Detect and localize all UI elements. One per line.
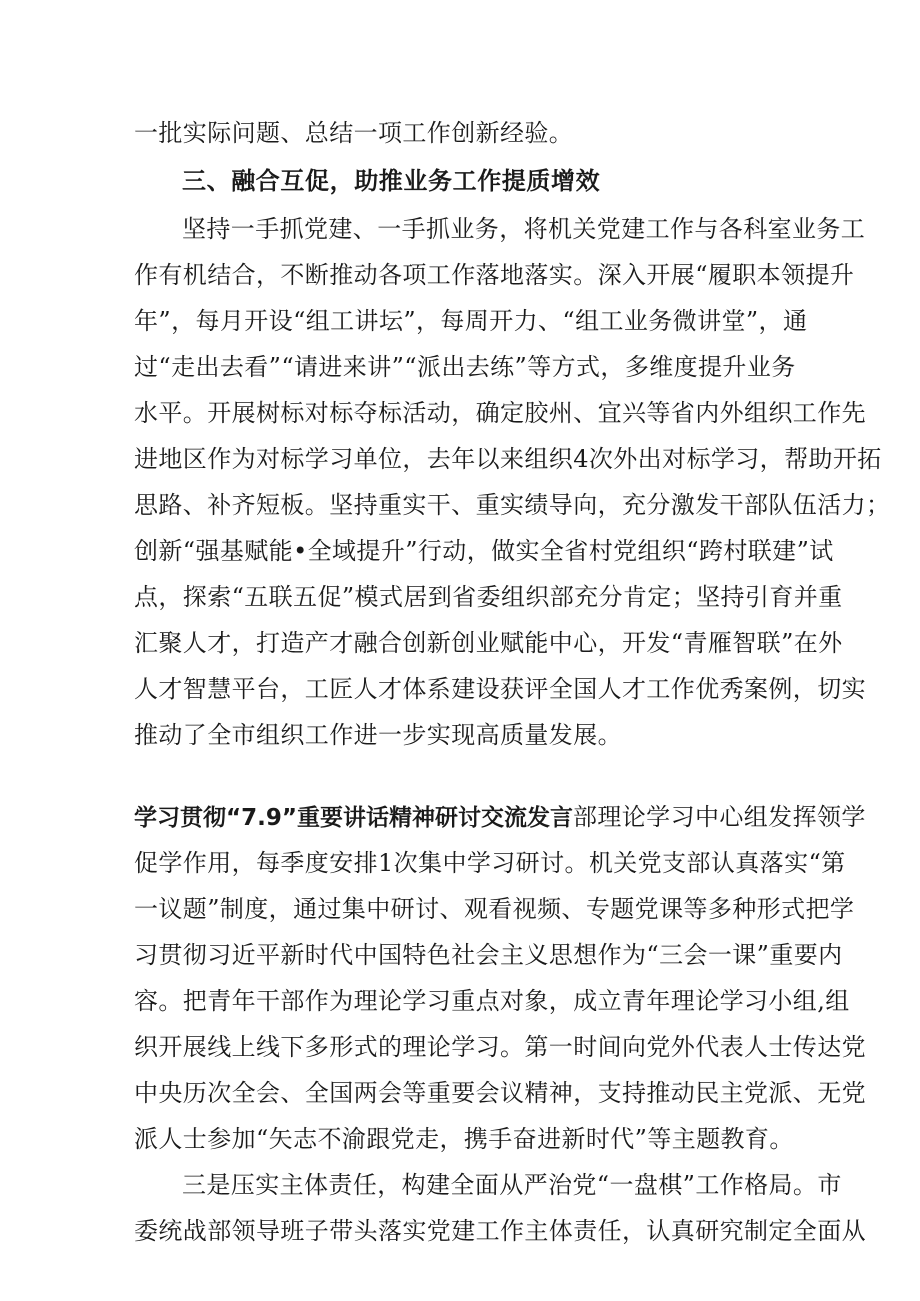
paragraph-line: 中央历次全会、全国两会等重要会议精神，支持推动民主党派、无党	[134, 1079, 866, 1107]
title-continuation-text: 部理论学习中心组发挥领学	[572, 803, 866, 831]
paragraph-line: 人才智慧平台，工匠人才体系建设获评全国人才工作优秀案例，切实	[134, 675, 866, 703]
paragraph-line: 年”，每月开设“组工讲坛”，每周开力、“组工业务微讲堂”，通	[134, 307, 808, 335]
paragraph-line: 派人士参加“矢志不渝跟党走，携手奋进新时代”等主题教育。	[134, 1125, 794, 1153]
paragraph-line: 一批实际问题、总结一项工作创新经验。	[134, 119, 574, 147]
paragraph-line: 创新“强基赋能•全域提升”行动，做实全省村党组织“跨村联建”试	[134, 537, 834, 565]
paragraph-line: 委统战部领导班子带头落实党建工作主体责任，认真研究制定全面从	[134, 1217, 866, 1245]
paragraph-line: 三是压实主体责任，构建全面从严治党“一盘棋”工作格局。市	[182, 1171, 842, 1199]
paragraph-line: 点，探索“五联五促”模式居到省委组织部充分肯定；坚持引育并重	[134, 583, 843, 611]
paragraph-line: 思路、补齐短板。坚持重实干、重实绩导向，充分激发干部队伍活力；	[134, 491, 891, 519]
paragraph-line: 织开展线上线下多形式的理论学习。第一时间向党外代表人士传达党	[134, 1033, 866, 1061]
paragraph-line: 水平。开展树标对标夺标活动，确定胶州、宜兴等省内外组织工作先	[134, 399, 866, 427]
paragraph-line: 坚持一手抓党建、一手抓业务，将机关党建工作与各科室业务工	[182, 215, 866, 243]
paragraph-line: 作有机结合，不断推动各项工作落地落实。深入开展“履职本领提升	[134, 261, 855, 289]
section-heading: 三、融合互促，助推业务工作提质增效	[182, 167, 601, 195]
paragraph-line: 促学作用，每季度安排1次集中学习研讨。机关党支部认真落实“第	[134, 849, 846, 877]
paragraph-line: 推动了全市组织工作进一步实现高质量发展。	[134, 721, 622, 749]
paragraph-line: 汇聚人才，打造产才融合创新创业赋能中心，开发“青雁智联”在外	[134, 629, 843, 657]
paragraph-line: 进地区作为对标学习单位，去年以来组织4次外出对标学习，帮助开拓	[134, 445, 882, 473]
article-title: 学习贯彻“7.9”重要讲话精神研讨交流发言	[134, 805, 573, 831]
title-line	[134, 800, 866, 835]
paragraph-line: 一议题”制度，通过集中研讨、观看视频、专题党课等多种形式把学	[134, 895, 855, 923]
paragraph-line: 容。把青年干部作为理论学习重点对象，成立青年理论学习小组,组	[134, 987, 850, 1015]
paragraph-line: 过“走出去看”“请进来讲”“派出去练”等方式，多维度提升业务	[134, 353, 796, 381]
paragraph-line: 习贯彻习近平新时代中国特色社会主义思想作为“三会一课”重要内	[134, 941, 843, 969]
